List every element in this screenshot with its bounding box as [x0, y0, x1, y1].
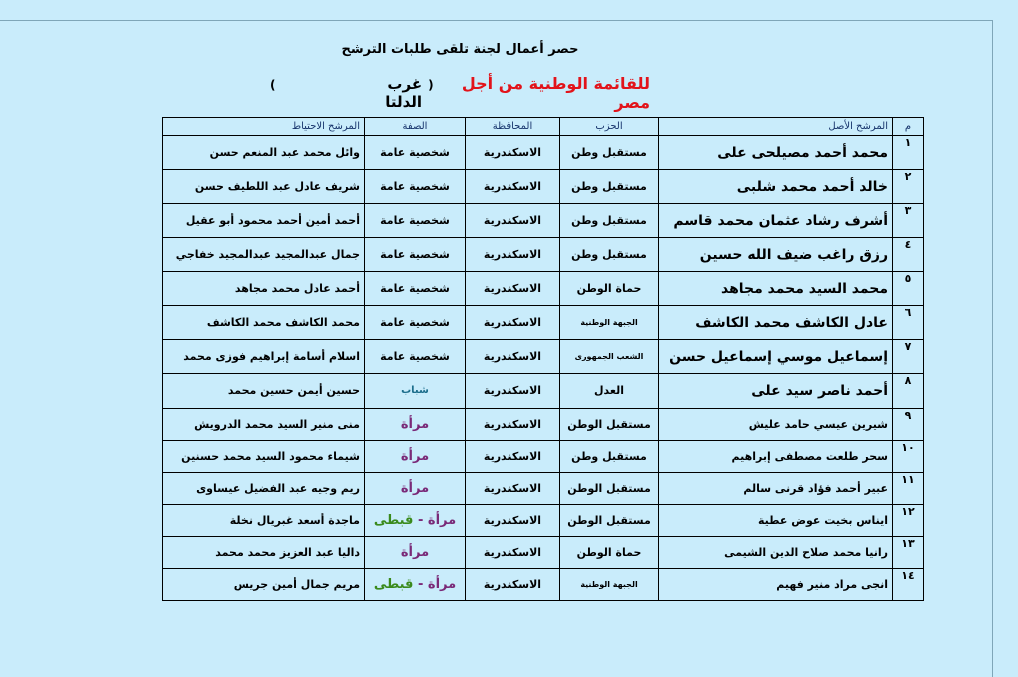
page-title: حصر أعمال لجنة تلقى طلبات الترشح	[341, 42, 579, 57]
header-alternate: المرشح الاحتياط	[163, 118, 365, 136]
original-candidate: خالد أحمد محمد شلبى	[659, 170, 893, 204]
party-name: مستقبل وطن	[560, 238, 659, 272]
party-name: مستقبل الوطن	[560, 408, 659, 440]
governorate: الاسكندرية	[466, 568, 560, 600]
party-name: مستقبل وطن	[560, 440, 659, 472]
party-name: مستقبل وطن	[560, 136, 659, 170]
row-num: ٤	[893, 238, 924, 272]
governorate: الاسكندرية	[466, 340, 560, 374]
original-candidate: ايناس بخيت عوض عطية	[659, 504, 893, 536]
alternate-candidate: شريف عادل عبد اللطيف حسن	[163, 170, 365, 204]
table-row	[163, 408, 924, 440]
candidate-attribute: شخصية عامة	[365, 238, 466, 272]
governorate: الاسكندرية	[466, 204, 560, 238]
alternate-candidate: اسلام أسامة إبراهيم فوزى محمد	[163, 340, 365, 374]
row-num: ٢	[893, 170, 924, 204]
candidate-attribute: مرأة - قبطى	[365, 568, 466, 600]
alternate-candidate: ريم وجيه عبد الفضيل عيساوى	[163, 472, 365, 504]
candidate-attribute: مرأة	[365, 472, 466, 504]
governorate: الاسكندرية	[466, 136, 560, 170]
row-num: ٧	[893, 340, 924, 374]
candidate-attribute: مرأة	[365, 440, 466, 472]
candidate-attribute: شخصية عامة	[365, 272, 466, 306]
table-row	[163, 568, 924, 600]
alternate-candidate: حسين أيمن حسين محمد	[163, 374, 365, 408]
table-row	[163, 536, 924, 568]
alternate-candidate: داليا عبد العزيز محمد محمد	[163, 536, 365, 568]
table-row	[163, 306, 924, 340]
table-row	[163, 440, 924, 472]
candidates-table	[162, 117, 924, 601]
alternate-candidate: محمد الكاشف محمد الكاشف	[163, 306, 365, 340]
region-name: غرب الدلتا	[385, 75, 423, 111]
table-row	[163, 136, 924, 170]
original-candidate: رزق راغب ضيف الله حسين	[659, 238, 893, 272]
original-candidate: محمد السيد محمد مجاهد	[659, 272, 893, 306]
alternate-candidate: شيماء محمود السيد محمد حسنين	[163, 440, 365, 472]
row-num: ١١	[893, 472, 924, 504]
row-num: ١٣	[893, 536, 924, 568]
governorate: الاسكندرية	[466, 374, 560, 408]
original-candidate: شيرين عيسي حامد عليش	[659, 408, 893, 440]
party-name: حماة الوطن	[560, 272, 659, 306]
candidate-attribute: شخصية عامة	[365, 340, 466, 374]
governorate: الاسكندرية	[466, 536, 560, 568]
candidate-attribute: مرأة	[365, 536, 466, 568]
row-num: ١٤	[893, 568, 924, 600]
row-num: ١	[893, 136, 924, 170]
party-name: مستقبل الوطن	[560, 504, 659, 536]
header-original: المرشح الأصل	[659, 118, 893, 136]
original-candidate: عبير أحمد فؤاد قرنى سالم	[659, 472, 893, 504]
header-party: الحزب	[560, 118, 659, 136]
header-num: م	[893, 118, 924, 136]
governorate: الاسكندرية	[466, 170, 560, 204]
row-num: ١٢	[893, 504, 924, 536]
candidate-attribute: شباب	[365, 374, 466, 408]
original-candidate: إسماعيل موسي إسماعيل حسن	[659, 340, 893, 374]
row-num: ٦	[893, 306, 924, 340]
governorate: الاسكندرية	[466, 504, 560, 536]
candidate-attribute: شخصية عامة	[365, 306, 466, 340]
alternate-candidate: جمال عبدالمجيد عبدالمجيد خفاجي	[163, 238, 365, 272]
governorate: الاسكندرية	[466, 238, 560, 272]
table-row	[163, 238, 924, 272]
party-name: الشعب الجمهورى	[560, 340, 659, 374]
header-attribute: الصفة	[365, 118, 466, 136]
governorate: الاسكندرية	[466, 306, 560, 340]
list-name: للقائمة الوطنية من أجل مصر	[461, 74, 650, 112]
candidate-attribute: مرأة - قبطى	[365, 504, 466, 536]
original-candidate: عادل الكاشف محمد الكاشف	[659, 306, 893, 340]
row-num: ٣	[893, 204, 924, 238]
table-row	[163, 272, 924, 306]
original-candidate: انجى مراد منير فهيم	[659, 568, 893, 600]
candidate-attribute: شخصية عامة	[365, 136, 466, 170]
alternate-candidate: أحمد عادل محمد مجاهد	[163, 272, 365, 306]
alternate-candidate: مريم جمال أمين جريس	[163, 568, 365, 600]
governorate: الاسكندرية	[466, 272, 560, 306]
table-row	[163, 472, 924, 504]
party-name: الجبهة الوطنية	[560, 568, 659, 600]
alternate-candidate: أحمد أمين أحمد محمود أبو عقيل	[163, 204, 365, 238]
governorate: الاسكندرية	[466, 408, 560, 440]
original-candidate: أحمد ناصر سيد على	[659, 374, 893, 408]
candidate-attribute: شخصية عامة	[365, 204, 466, 238]
original-candidate: سحر طلعت مصطفى إبراهيم	[659, 440, 893, 472]
alternate-candidate: منى منير السيد محمد الدرويش	[163, 408, 365, 440]
header-governorate: المحافظة	[466, 118, 560, 136]
table-row	[163, 340, 924, 374]
row-num: ٥	[893, 272, 924, 306]
governorate: الاسكندرية	[466, 440, 560, 472]
party-name: مستقبل وطن	[560, 204, 659, 238]
governorate: الاسكندرية	[466, 472, 560, 504]
table-row	[163, 504, 924, 536]
party-name: العدل	[560, 374, 659, 408]
alternate-candidate: وائل محمد عبد المنعم حسن	[163, 136, 365, 170]
party-name: الجبهة الوطنية	[560, 306, 659, 340]
original-candidate: رانيا محمد صلاح الدين الشيمى	[659, 536, 893, 568]
close-paren: )	[270, 78, 276, 92]
row-num: ٨	[893, 374, 924, 408]
row-num: ١٠	[893, 440, 924, 472]
page-subtitle	[270, 74, 650, 112]
table-row	[163, 374, 924, 408]
alternate-candidate: ماجدة أسعد غبريال نخلة	[163, 504, 365, 536]
party-name: مستقبل الوطن	[560, 472, 659, 504]
table-row	[163, 204, 924, 238]
candidate-attribute: مرأة	[365, 408, 466, 440]
table-header-row	[163, 118, 924, 136]
party-name: مستقبل وطن	[560, 170, 659, 204]
original-candidate: محمد أحمد مصيلحى على	[659, 136, 893, 170]
original-candidate: أشرف رشاد عثمان محمد قاسم	[659, 204, 893, 238]
row-num: ٩	[893, 408, 924, 440]
open-paren: (	[428, 78, 434, 92]
party-name: حماة الوطن	[560, 536, 659, 568]
table-row	[163, 170, 924, 204]
candidate-attribute: شخصية عامة	[365, 170, 466, 204]
